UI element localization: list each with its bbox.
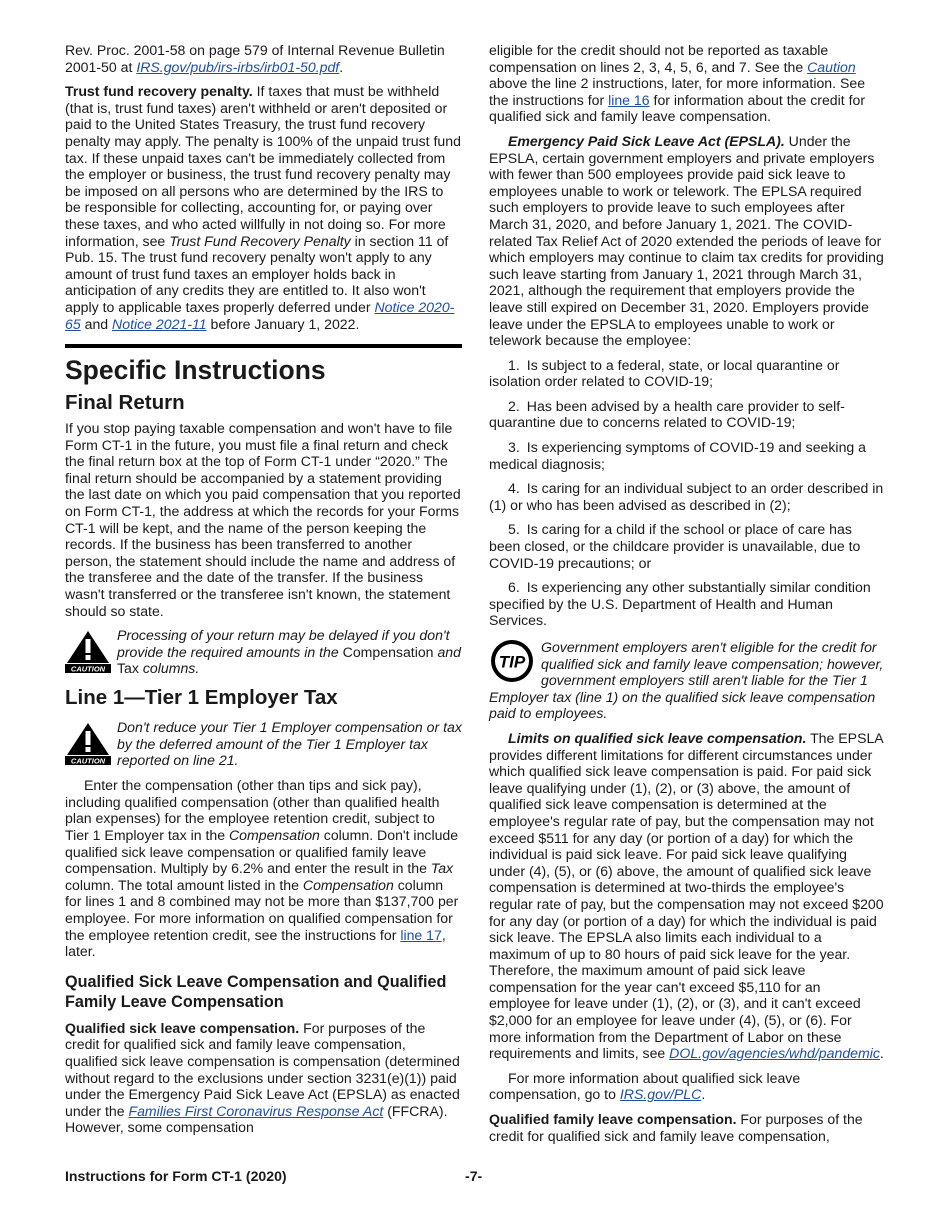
text: Government employers aren't eligible for the credit for qualified sick and family leave compensation; however, government employers still aren't liable for the Tier 1 Employer tax (line 1) on the qualified sick leave compensation paid to employees. xyxy=(489,639,884,722)
page-footer xyxy=(65,1168,885,1184)
text: For purposes of the credit for qualified sick and family leave compensation, xyxy=(489,1111,863,1144)
list-item: 3. Is experiencing symptoms of COVID-19 and seeking a medical diagnosis; xyxy=(489,439,866,472)
text: For purposes of the credit for qualified sick and family leave compensation, qualified sick leave compensation is compensation (determined without regard to the exclusions under section 3231(e)(1)) paid under the Emergency Paid Sick Leave Act (EPSLA) as enacted under the xyxy=(65,1019,460,1119)
text: above the line 2 instructions, later, for more information. See the instructions for xyxy=(489,75,866,108)
text: Processing of your return may be delayed if you don't provide the required amounts in the xyxy=(117,627,450,660)
tip-note xyxy=(489,639,884,722)
text: If taxes that must be withheld (that is, trust fund taxes) aren't withheld or aren't deposited or paid to the United States Treasury, the trust fund recovery penalty may apply. The penalty is 100% of the unpaid trust fund tax. If these unpaid taxes can't be immediately collected from the employer or business, the trust fund recovery penalty may be imposed on all persons who are determined by the IRS to be responsible for collecting, accounting for, or paying over these taxes, and who acted willfully in not doing so. For more information, see xyxy=(65,83,461,249)
text: before January 1, 2022. xyxy=(206,315,360,332)
list-item: 5. Is caring for a child if the school or place of care has been closed, or the childcare provider is unavailable, due to COVID-19 precautions; or xyxy=(489,521,861,571)
caution-icon xyxy=(65,721,111,765)
paragraph-continued xyxy=(489,42,884,125)
irs-plc-link[interactable]: IRS.gov/PLC xyxy=(619,1086,702,1103)
dol-link[interactable]: DOL.gov/agencies/whd/pandemic xyxy=(669,1045,880,1062)
right-column xyxy=(489,42,884,1152)
text: column. The total amount listed in the xyxy=(65,876,303,893)
left-column xyxy=(65,42,462,1144)
text: The EPSLA provides different limitations for different circumstances under which qualified sick leave compensation is paid. For paid sick leave qualifying under (1), (2), or (3) above, the amount of qualified sick leave compensation is determined at the employee's regular rate of pay, but the compensation may not exceed $511 for any day (or portion of a day) for which the individual is paid sick leave. For paid sick leave qualifying under (4), (5), or (6) above, the amount of qualified sick leave compensation is determined at two-thirds the employee's regular rate of pay, but the compensation may not exceed $200 for any day (or portion of a day) for which the individual is paid sick leave. The EPSLA also limits each individual to a maximum of up to 80 hours of paid sick leave for the year. Therefore, the maximum amount of paid sick leave compensation for the year can't exceed $5,110 for an employee for leave under (1), (2), or (3), and it can't exceed $2,000 for an employee for leave under (4), (5), or (6). For more information from the Department of Labor on these requirements and limits, see xyxy=(489,729,884,1062)
paragraph-line-1 xyxy=(65,777,462,960)
text: For more information about qualified sick leave compensation, go to xyxy=(489,1069,801,1103)
text: . xyxy=(701,1086,706,1103)
section-divider xyxy=(65,344,462,348)
caution-label: CAUTION xyxy=(70,664,106,674)
text: Tax xyxy=(430,860,454,877)
paragraph-rev-proc xyxy=(65,42,462,75)
paragraph-more-info xyxy=(489,1070,884,1103)
heading-qualified-leave: Qualified Sick Leave Compensation and Qualified Family Leave Compensation xyxy=(65,972,447,1011)
text: Enter the compensation (other than tips and sick pay), including qualified compensation (other than qualified health plan expenses) for the employee retention credit, subject to Tier 1 Employer tax in the xyxy=(65,777,440,843)
caution-label: CAUTION xyxy=(70,756,106,766)
text: Rev. Proc. 2001-58 on page 579 of Internal Revenue Bulletin 2001-50 at xyxy=(65,42,445,75)
list-item: 4. Is caring for an individual subject to an order described in (1) or who has been advised as described in (2); xyxy=(489,480,884,513)
section-title: Specific Instructions xyxy=(65,355,326,386)
paragraph-heading: Limits on qualified sick leave compensation. xyxy=(508,729,807,746)
footer-title: Instructions for Form CT-1 (2020) xyxy=(65,1168,287,1184)
text: and xyxy=(80,315,113,332)
text: Trust Fund Recovery Penalty xyxy=(169,232,351,249)
notice-2021-11-link[interactable]: Notice 2021-11 xyxy=(112,315,207,332)
list-item: 6. Is experiencing any other substantially similar condition specified by the U.S. Department of Health and Human Services. xyxy=(489,579,871,629)
text: column for lines 1 and 8 combined may not be more than $137,700 per employee. For more information on qualified compensation for the employee retention credit, see the instructions for xyxy=(65,876,459,943)
page-number: -7- xyxy=(465,1168,483,1184)
text: eligible for the credit should not be reported as taxable compensation on lines 2, 3, 4, 5, 6, and 7. See the xyxy=(489,42,829,75)
paragraph-heading: Qualified family leave compensation. xyxy=(489,1111,737,1128)
irb-link[interactable]: IRS.gov/pub/irs-irbs/irb01-50.pdf xyxy=(136,58,340,75)
paragraph-qualified-sick xyxy=(65,1020,462,1136)
text: columns. xyxy=(138,660,200,677)
text: for information about the credit for qualified sick and family leave compensation. xyxy=(489,91,866,125)
text: in section 11 of Pub. 15. The trust fund recovery penalty won't apply to any amount of trust fund taxes an employer holds back in anticipation of any credits they are entitled to. It also won't apply to applicable taxes properly deferred under xyxy=(65,232,449,315)
caution-icon xyxy=(65,629,111,673)
text: (FFCRA). However, some compensation xyxy=(65,1102,448,1136)
text: , later. xyxy=(65,926,446,960)
caution-note xyxy=(65,627,462,677)
tip-icon xyxy=(489,639,535,683)
text: . xyxy=(879,1045,884,1062)
tip-label: TIP xyxy=(498,652,526,672)
text: column. Don't include qualified sick leave compensation or qualified family leave compensation. Multiply by 6.2% and enter the result in the xyxy=(65,827,459,877)
paragraph-final-return: If you stop paying taxable compensation and won't have to file Form CT-1 in the future, you must file a final return and check the final return box at the top of Form CT-1 under “2020.” The final return should be accompanied by a statement providing the last date on which you paid compensation that you reported on Form CT-1, the address at which the records for your Forms CT-1 will be kept, and the name of the person keeping the records. If the business has been transferred to another person, the statement should include the name and address of the transferee and the date of the transfer. If the business wasn't transferred or the transferee isn't known, the statement should so state. xyxy=(65,420,461,619)
text: Under the EPSLA, certain government employers and private employers with fewer than 500 employees provide paid sick leave to employees unable to work or telework. The EPLSA required such employers to provide leave to such employees after March 31, 2020, and before January 1, 2021. The COVID-related Tax Relief Act of 2020 extended the periods of leave for which employers may continue to claim tax credits for providing such leave starting from January 1, 2021 through March 31, 2021, although the requirement that employers provide the leave still expired on December 31, 2020. Employers provide leave under the EPSLA to employees unable to work or telework because the employee: xyxy=(489,132,884,349)
text: and xyxy=(433,643,461,660)
list-item: 2. Has been advised by a health care provider to self-quarantine due to concerns related to COVID-19; xyxy=(489,397,845,431)
paragraph-heading: Qualified sick leave compensation. xyxy=(65,1019,300,1036)
text: Compensation xyxy=(342,643,434,660)
paragraph-heading: Trust fund recovery penalty. xyxy=(65,83,253,100)
paragraph-limits xyxy=(489,730,884,1062)
paragraph-qualified-family xyxy=(489,1111,884,1144)
heading-line-1: Line 1—Tier 1 Employer Tax xyxy=(65,686,338,710)
line-16-link[interactable]: line 16 xyxy=(608,91,650,108)
list-item: 1. Is subject to a federal, state, or local quarantine or isolation order related to COVID-19; xyxy=(489,356,840,390)
text: Compensation xyxy=(302,876,394,893)
ffcra-link[interactable]: Families First Coronavirus Response Act xyxy=(128,1102,384,1119)
text: Tax xyxy=(117,660,139,677)
paragraph-epsla xyxy=(489,133,884,349)
text: Compensation xyxy=(228,827,320,843)
text: . xyxy=(339,58,344,75)
heading-final-return: Final Return xyxy=(65,391,185,415)
caution-link[interactable]: Caution xyxy=(807,58,856,75)
notice-2020-65-link[interactable]: Notice 2020-65 xyxy=(65,298,455,332)
paragraph-trust-fund xyxy=(65,83,462,332)
text: Don't reduce your Tier 1 Employer compensation or tax by the deferred amount of the Tier 1 Employer tax reported on line 21. xyxy=(117,719,462,769)
paragraph-heading: Emergency Paid Sick Leave Act (EPSLA). xyxy=(508,132,785,149)
caution-note xyxy=(65,719,462,769)
line-17-link[interactable]: line 17 xyxy=(400,926,442,943)
